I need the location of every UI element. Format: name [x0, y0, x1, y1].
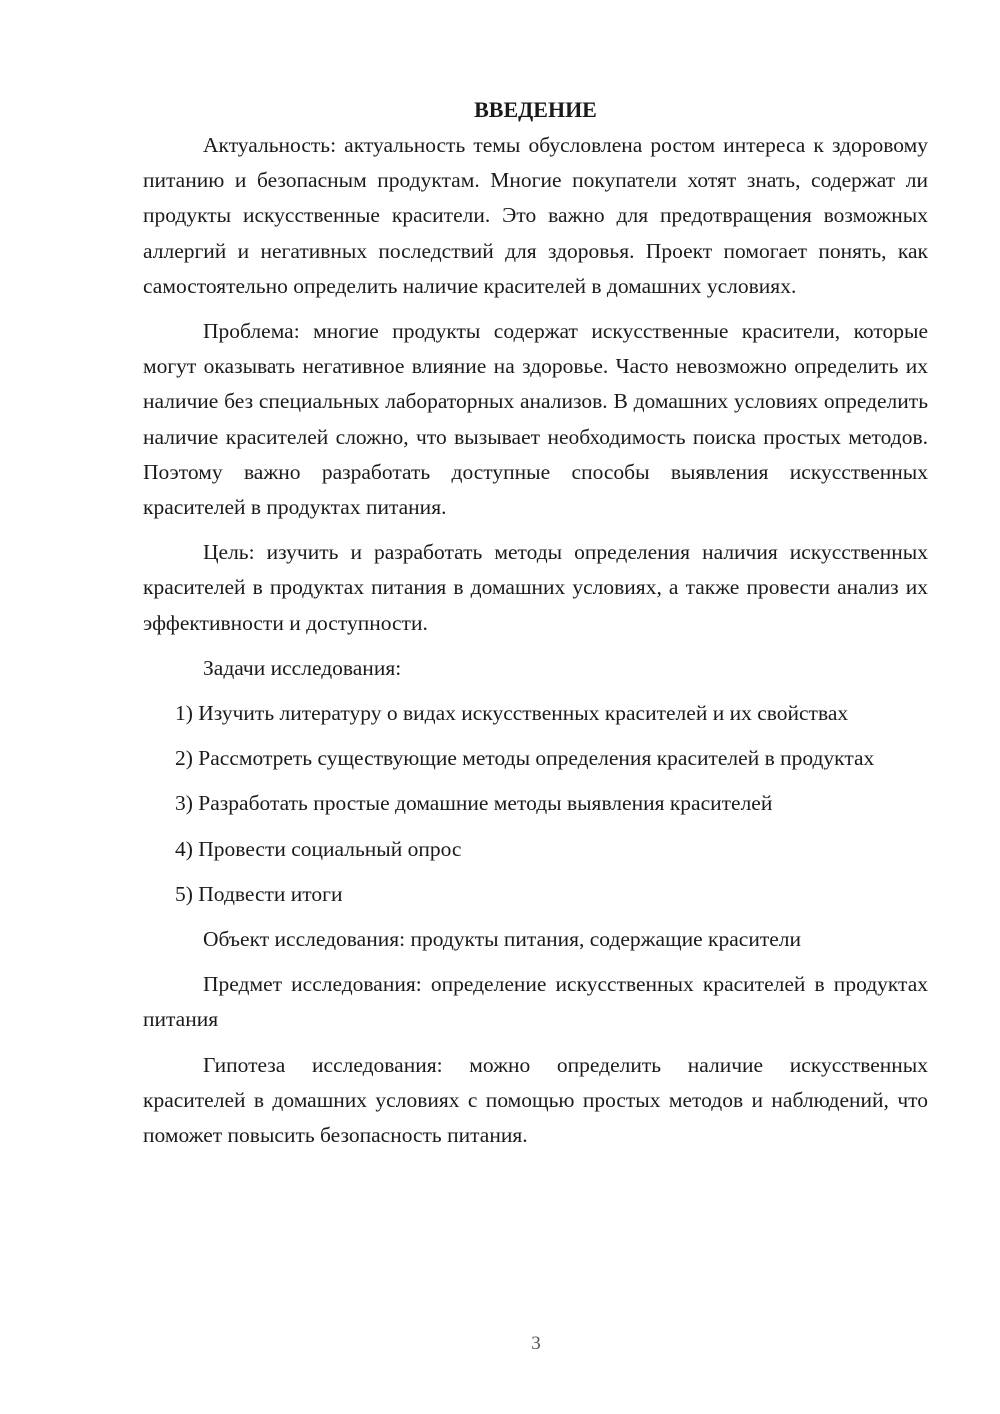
- page-number: 3: [531, 1333, 541, 1354]
- task-item-3: 3) Разработать простые домашние методы выявления красителей: [175, 791, 773, 816]
- paragraph-relevance: Актуальность: актуальность темы обусловлена ростом интереса к здоровому питанию и безопасным продуктам. Многие покупатели хотят знать, содержат ли продукты искусственные красители. Это важно для предотвращения возможных аллергий и негативных последствий для здоровья. Проект помогает понять, как самостоятельно определить наличие красителей в домашних условиях.: [143, 133, 928, 298]
- paragraph-problem: Проблема: многие продукты содержат искусственные красители, которые могут оказывать негативное влияние на здоровье. Часто невозможно определить их наличие без специальных лабораторных анализов. В домашних условиях определить наличие красителей сложно, что вызывает необходимость поиска простых методов. Поэтому важно разработать доступные способы выявления искусственных красителей в продуктах питания.: [143, 319, 928, 520]
- task-item-5: 5) Подвести итоги: [175, 881, 343, 906]
- paragraph-goal: Цель: изучить и разработать методы определения наличия искусственных красителей в продуктах питания в домашних условиях, а также провести анализ их эффективности и доступности.: [143, 540, 928, 635]
- research-object: Объект исследования: продукты питания, содержащие красители: [203, 927, 802, 952]
- page-heading: ВВЕДЕНИЕ: [474, 97, 597, 122]
- tasks-title: Задачи исследования:: [203, 655, 402, 680]
- task-item-4: 4) Провести социальный опрос: [175, 836, 462, 861]
- research-hypothesis: Гипотеза исследования: можно определить наличие искусственных красителей в домашних условиях с помощью простых методов и наблюдений, что поможет повысить безопасность питания.: [143, 1052, 928, 1148]
- research-subject: Предмет исследования: определение искусственных красителей в продуктах питания: [143, 972, 928, 1032]
- task-item-1: 1) Изучить литературу о видах искусственных красителей и их свойствах: [175, 701, 849, 726]
- document-page: [143, 92, 928, 1163]
- task-item-2: 2) Рассмотреть существующие методы определения красителей в продуктах: [175, 746, 875, 771]
